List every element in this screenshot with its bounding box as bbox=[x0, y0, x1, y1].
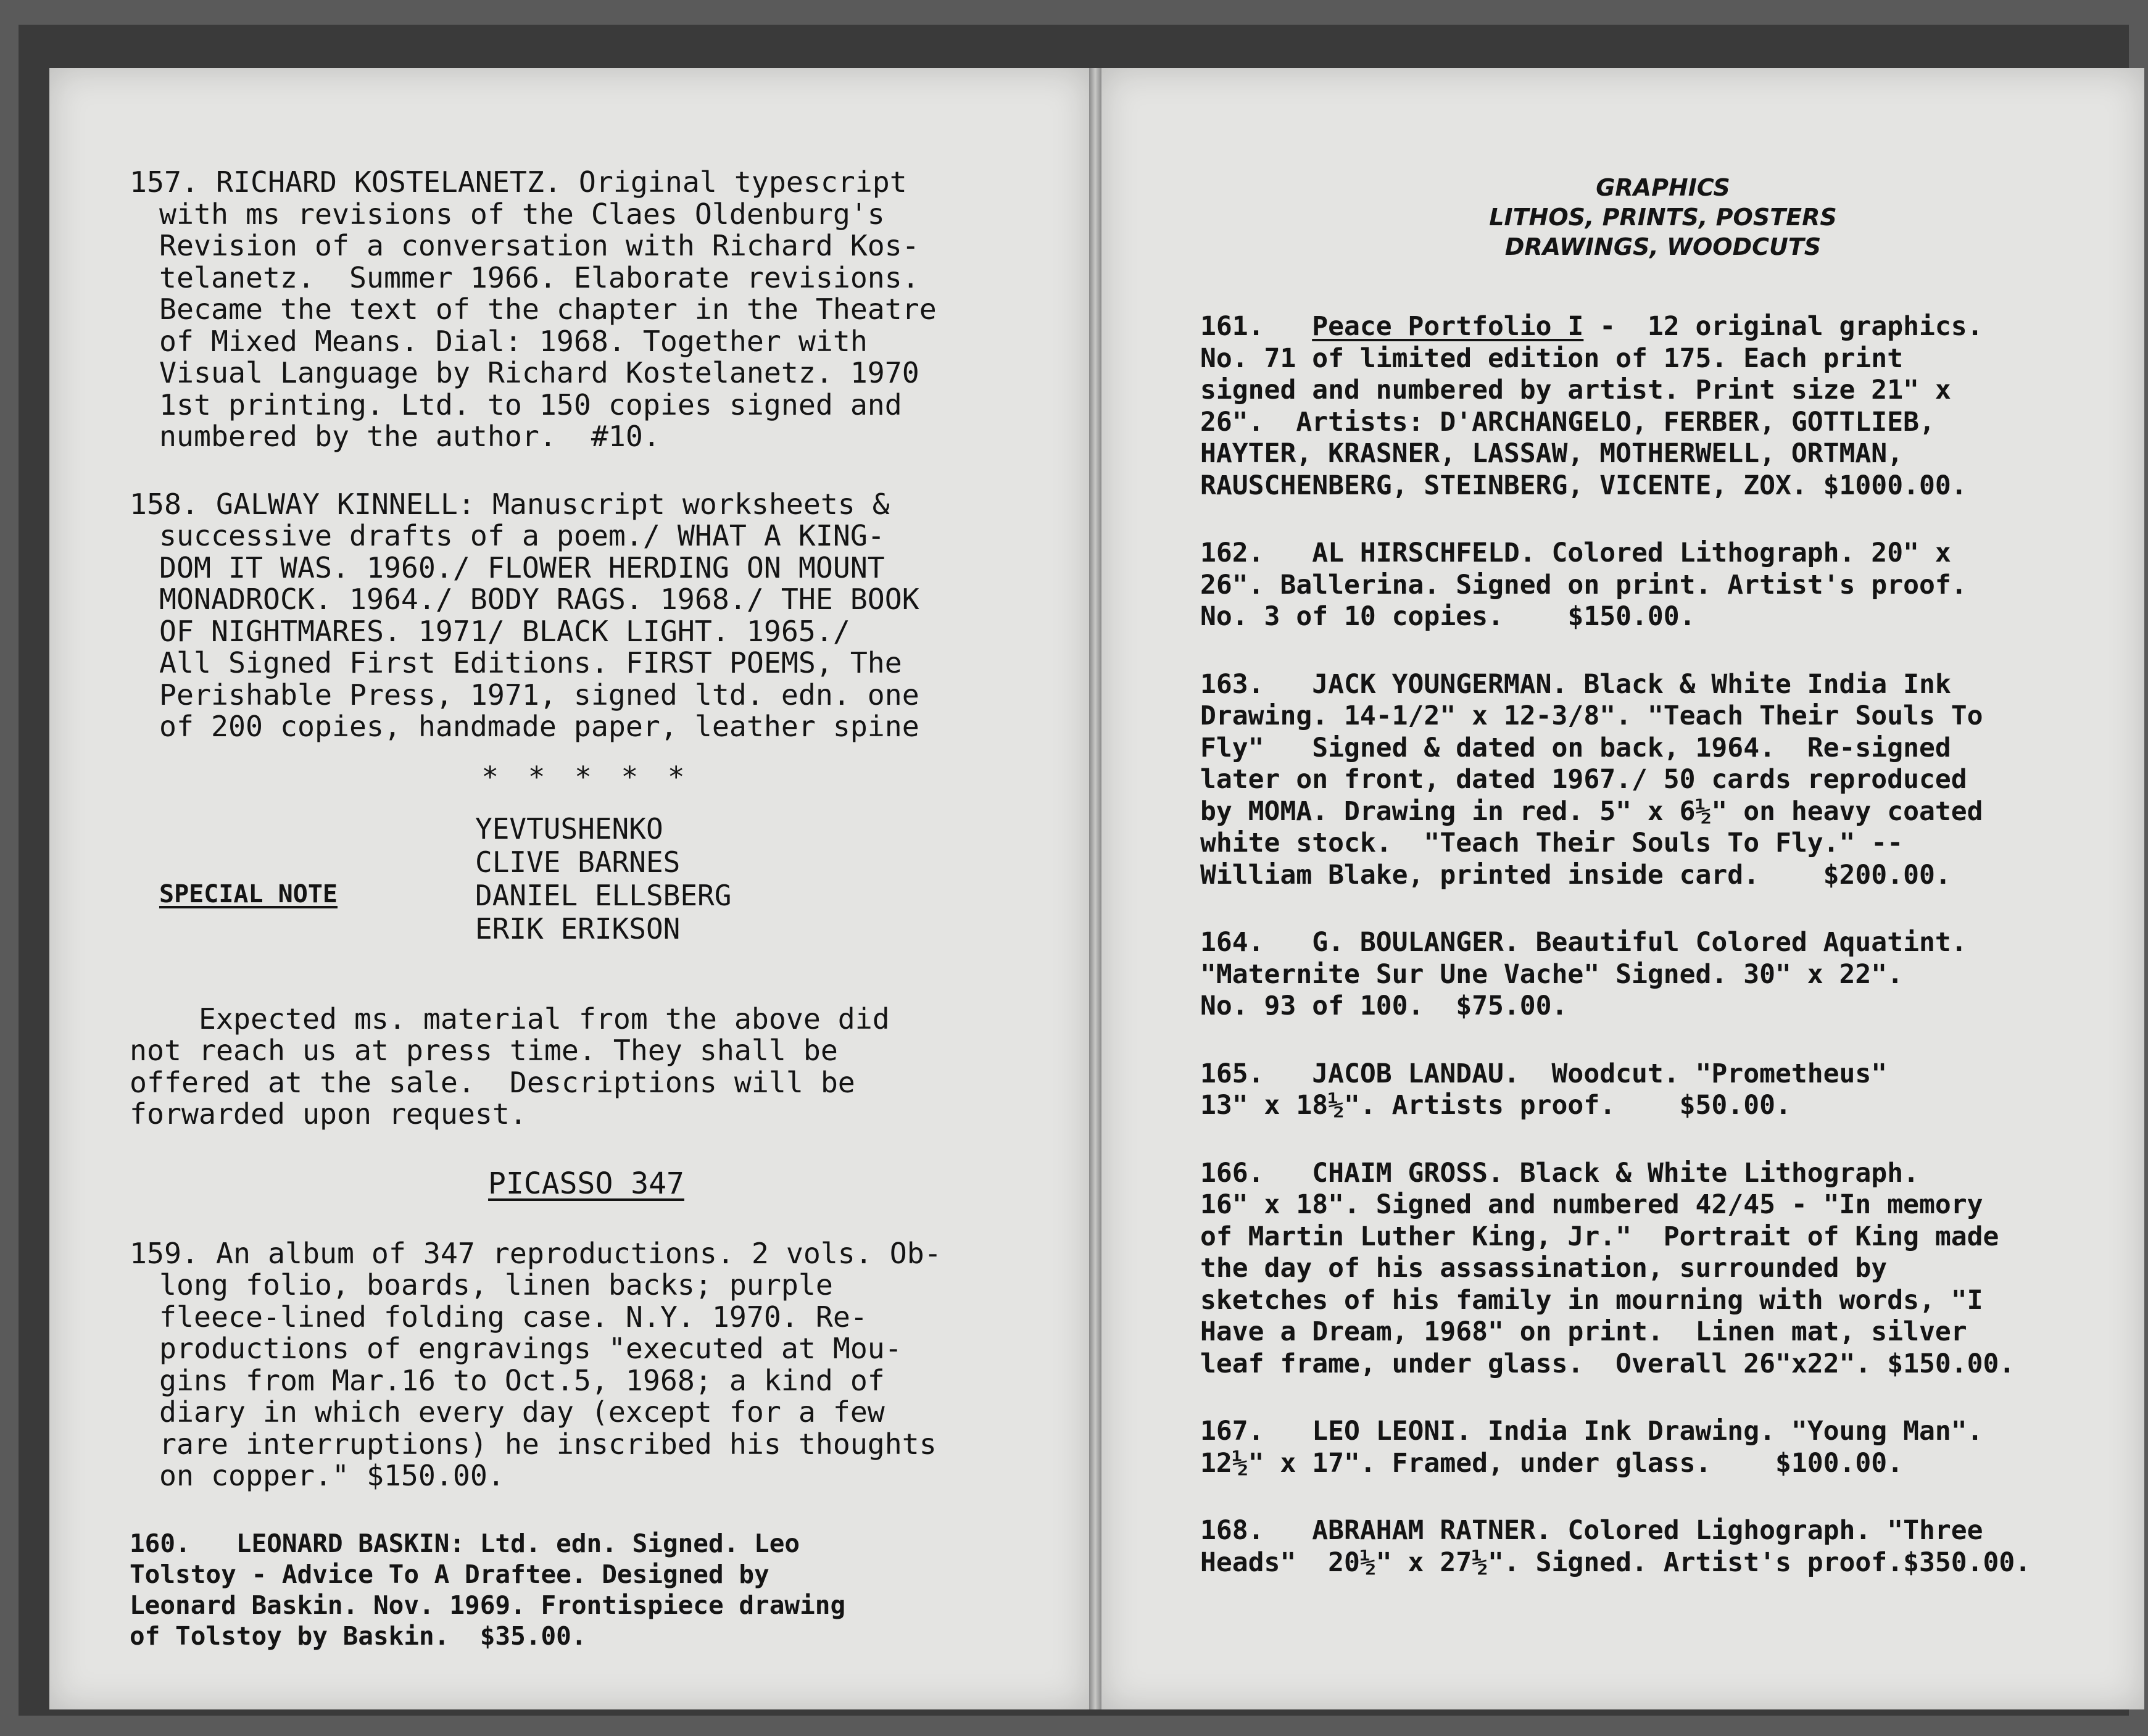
entry-line: of 200 copies, handmade paper, leather spine bbox=[159, 710, 919, 743]
entry-line: Revision of a conversation with Richard Kos- bbox=[159, 229, 919, 262]
entry-line: leaf frame, under glass. Overall 26"x22". $150.00. bbox=[1200, 1348, 2015, 1379]
note-line: offered at the sale. Descriptions will be bbox=[130, 1065, 855, 1099]
entry-line: signed and numbered by artist. Print size 21" x bbox=[1200, 375, 1951, 405]
special-note bbox=[130, 812, 1043, 979]
section-heading bbox=[1200, 173, 2101, 262]
entry-line: No. 93 of 100. $75.00. bbox=[1200, 991, 1568, 1021]
catalog-entry-157 bbox=[130, 167, 1043, 453]
entry-line: 168. ABRAHAM RATNER. Colored Lighograph. "Three bbox=[1200, 1515, 1983, 1546]
entry-line: 26". Artists: D'ARCHANGELO, FERBER, GOTTLIEB, bbox=[1200, 406, 1935, 438]
note-line: not reach us at press time. They shall be bbox=[130, 1034, 838, 1067]
booklet-spread bbox=[19, 25, 2129, 1716]
entry-line: 13" x 18½". Artists proof. $50.00. bbox=[1200, 1090, 1791, 1121]
entry-line: 1st printing. Ltd. to 150 copies signed and bbox=[159, 388, 902, 422]
catalog-entry-164 bbox=[1200, 927, 2101, 1023]
note-line: forwarded upon request. bbox=[130, 1097, 527, 1131]
entry-line: gins from Mar.16 to Oct.5, 1968; a kind of bbox=[159, 1363, 885, 1397]
entry-line: of Martin Luther King, Jr." Portrait of King made bbox=[1200, 1221, 1999, 1252]
entry-line: 16" x 18". Signed and numbered 42/45 - "In memory bbox=[1200, 1189, 1983, 1220]
entry-line: RAUSCHENBERG, STEINBERG, VICENTE, ZOX. $1000.00. bbox=[1200, 470, 1967, 501]
entry-line: 160. LEONARD BASKIN: Ltd. edn. Signed. Leo bbox=[130, 1528, 800, 1558]
special-note-label: SPECIAL NOTE bbox=[159, 879, 338, 908]
entry-line: 164. G. BOULANGER. Beautiful Colored Aquatint. bbox=[1200, 927, 1967, 958]
portfolio-title: Peace Portfolio I bbox=[1312, 311, 1584, 342]
entry-line: No. 71 of limited edition of 175. Each print bbox=[1200, 343, 1904, 374]
entry-line: 167. LEO LEONI. India Ink Drawing. "Young Man". bbox=[1200, 1416, 1983, 1447]
entry-line: with ms revisions of the Claes Oldenburg's bbox=[159, 197, 885, 231]
note-paragraph bbox=[130, 1003, 1043, 1131]
catalog-entry-163 bbox=[1200, 669, 2101, 892]
catalog-entry-161 bbox=[1200, 311, 2101, 502]
entry-line: 165. JACOB LANDAU. Woodcut. "Prometheus" bbox=[1200, 1058, 1888, 1089]
entry-line: 158. GALWAY KINNELL: Manuscript worksheets & bbox=[130, 487, 890, 521]
special-note-name: YEVTUSHENKO bbox=[475, 812, 663, 845]
entry-line: William Blake, printed inside card. $200.00. bbox=[1200, 859, 1951, 891]
entry-line: the day of his assassination, surrounded by bbox=[1200, 1253, 1888, 1284]
entry-line: long folio, boards, linen backs; purple bbox=[159, 1268, 833, 1302]
entry-line: 166. CHAIM GROSS. Black & White Lithograph. bbox=[1200, 1157, 1919, 1189]
section-divider-stars: * * * * * bbox=[481, 760, 691, 794]
picasso-heading: PICASSO 347 bbox=[488, 1166, 684, 1201]
catalog-entry-166 bbox=[1200, 1158, 2101, 1381]
entry-line: rare interruptions) he inscribed his thoughts bbox=[159, 1427, 937, 1461]
special-note-name: DANIEL ELLSBERG bbox=[475, 878, 732, 912]
entry-line: 159. An album of 347 reproductions. 2 vols. Ob- bbox=[130, 1236, 942, 1270]
entry-line: Leonard Baskin. Nov. 1969. Frontispiece drawing bbox=[130, 1590, 846, 1620]
catalog-entry-168 bbox=[1200, 1515, 2101, 1579]
entry-line: 163. JACK YOUNGERMAN. Black & White India Ink bbox=[1200, 668, 1951, 700]
entry-line: DOM IT WAS. 1960./ FLOWER HERDING ON MOUNT bbox=[159, 550, 885, 584]
catalog-entry-159 bbox=[130, 1238, 1043, 1492]
entry-line: later on front, dated 1967./ 50 cards reproduced bbox=[1200, 764, 1967, 795]
entry-line: successive drafts of a poem./ WHAT A KING- bbox=[159, 519, 885, 552]
catalog-entry-158 bbox=[130, 489, 1043, 743]
entry-line: OF NIGHTMARES. 1971/ BLACK LIGHT. 1965./ bbox=[159, 614, 850, 648]
right-column bbox=[1200, 111, 2101, 1614]
heading-line: DRAWINGS, WOODCUTS bbox=[1504, 233, 1822, 260]
catalog-entry-160 bbox=[130, 1528, 1043, 1651]
entry-line: All Signed First Editions. FIRST POEMS, The bbox=[159, 646, 902, 679]
entry-line: 26". Ballerina. Signed on print. Artist's proof. bbox=[1200, 569, 1967, 600]
catalog-entry-165 bbox=[1200, 1058, 2101, 1122]
entry-line: Heads" 20½" x 27½". Signed. Artist's proof.$350.00. bbox=[1200, 1547, 2031, 1578]
entry-line: Perishable Press, 1971, signed ltd. edn. one bbox=[159, 678, 919, 712]
entry-line: Tolstoy - Advice To A Draftee. Designed by bbox=[130, 1559, 769, 1589]
catalog-entry-162 bbox=[1200, 538, 2101, 633]
special-note-name: ERIK ERIKSON bbox=[475, 912, 681, 945]
entry-line: Became the text of the chapter in the Theatre bbox=[159, 293, 937, 326]
entry-line: No. 3 of 10 copies. $150.00. bbox=[1200, 601, 1696, 632]
entry-line: numbered by the author. #10. bbox=[159, 420, 660, 453]
entry-line: fleece-lined folding case. N.Y. 1970. Re- bbox=[159, 1300, 868, 1334]
entry-line: Visual Language by Richard Kostelanetz. 1970 bbox=[159, 356, 919, 389]
entry-line: MONADROCK. 1964./ BODY RAGS. 1968./ THE BOOK bbox=[159, 583, 919, 616]
entry-line: 12½" x 17". Framed, under glass. $100.00. bbox=[1200, 1447, 1904, 1479]
heading-line: LITHOS, PRINTS, POSTERS bbox=[1489, 204, 1837, 231]
entry-line: productions of engravings "executed at Mou- bbox=[159, 1332, 902, 1365]
entry-line: 161. Peace Portfolio I - 12 original graphics. bbox=[1200, 311, 1983, 342]
left-page bbox=[49, 68, 1089, 1709]
special-note-names bbox=[475, 812, 731, 945]
entry-line: of Tolstoy by Baskin. $35.00. bbox=[130, 1621, 587, 1651]
heading-line: GRAPHICS bbox=[1596, 174, 1730, 201]
right-page bbox=[1101, 68, 2144, 1709]
entry-line: HAYTER, KRASNER, LASSAW, MOTHERWELL, ORTMAN, bbox=[1200, 438, 1904, 469]
entry-line: sketches of his family in mourning with words, "I bbox=[1200, 1284, 1983, 1316]
left-column bbox=[130, 167, 1043, 1687]
entry-line: Fly" Signed & dated on back, 1964. Re-signed bbox=[1200, 732, 1951, 763]
entry-line: Have a Dream, 1968" on print. Linen mat, silver bbox=[1200, 1316, 1967, 1347]
entry-line: of Mixed Means. Dial: 1968. Together with bbox=[159, 324, 868, 358]
entry-line: 157. RICHARD KOSTELANETZ. Original typescript bbox=[130, 165, 907, 199]
entry-line: "Maternite Sur Une Vache" Signed. 30" x 22". bbox=[1200, 958, 1904, 990]
page-gutter bbox=[1089, 68, 1101, 1709]
entry-line: by MOMA. Drawing in red. 5" x 6½" on heavy coated bbox=[1200, 795, 1983, 827]
entry-line: diary in which every day (except for a few bbox=[159, 1395, 885, 1429]
catalog-entry-167 bbox=[1200, 1416, 2101, 1479]
entry-line: on copper." $150.00. bbox=[159, 1459, 505, 1492]
note-line: Expected ms. material from the above did bbox=[130, 1002, 890, 1036]
entry-line: 162. AL HIRSCHFELD. Colored Lithograph. 20" x bbox=[1200, 538, 1951, 568]
special-note-name: CLIVE BARNES bbox=[475, 845, 681, 879]
entry-line: Drawing. 14-1/2" x 12-3/8". "Teach Their Souls To bbox=[1200, 700, 1983, 731]
entry-line: telanetz. Summer 1966. Elaborate revisions. bbox=[159, 260, 919, 294]
entry-line: white stock. "Teach Their Souls To Fly." -- bbox=[1200, 828, 1904, 858]
